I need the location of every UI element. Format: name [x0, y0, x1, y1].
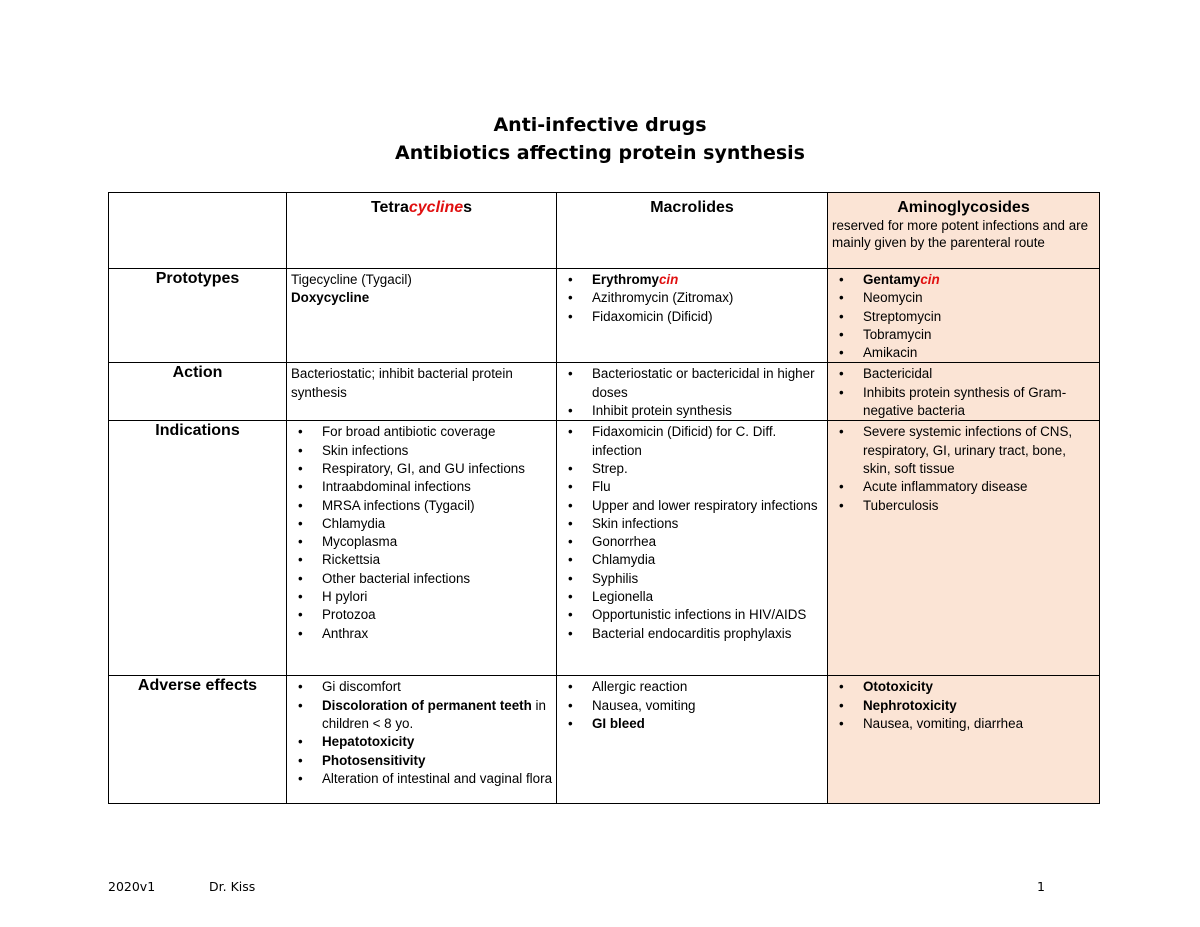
row-adverse-effects: [109, 676, 1100, 804]
list-item: • Other bacterial infections: [291, 570, 552, 588]
row-label: Action: [109, 363, 287, 421]
footer-author: Dr. Kiss: [209, 879, 256, 894]
amino-prototypes: [828, 269, 1100, 363]
macro-action: [557, 363, 828, 421]
amino-adverse: [828, 676, 1100, 804]
list-item: • Gonorrhea: [561, 533, 823, 551]
list-item: • Fidaxomicin (Dificid): [561, 308, 823, 326]
bullet-icon: •: [839, 272, 844, 287]
bullet-icon: •: [568, 552, 573, 568]
bullet-icon: •: [568, 715, 573, 731]
corner-cell: [109, 193, 287, 269]
list-item: • Streptomycin: [832, 308, 1095, 326]
list-item: • Anthrax: [291, 625, 552, 643]
bullet-icon: •: [298, 625, 303, 641]
list-item: • Alteration of intestinal and vaginal flora: [291, 770, 552, 788]
row-label: Adverse effects: [109, 676, 287, 804]
list-item: • Gentamycin: [832, 271, 1095, 289]
list-item: • Legionella: [561, 588, 823, 606]
bullet-icon: •: [298, 497, 303, 513]
row-label: Prototypes: [109, 269, 287, 363]
bullet-icon: •: [568, 697, 573, 713]
list-item: • Upper and lower respiratory infections: [561, 497, 823, 515]
bullet-icon: •: [298, 752, 303, 768]
list-item: • Flu: [561, 478, 823, 496]
list-item: • Strep.: [561, 460, 823, 478]
bullet-icon: •: [568, 497, 573, 513]
list-item: • Syphilis: [561, 570, 823, 588]
bullet-icon: •: [568, 534, 573, 550]
tetra-prototypes: Tigecycline (Tygacil) Doxycycline: [287, 269, 557, 363]
amino-action: [828, 363, 1100, 421]
bullet-icon: •: [839, 497, 844, 513]
list-item: • Neomycin: [832, 289, 1095, 307]
list-item: • Discoloration of permanent teeth in children < 8 yo.: [298, 697, 546, 731]
list-item: • Rickettsia: [291, 551, 552, 569]
list-item: • Bacterial endocarditis prophylaxis: [561, 625, 823, 643]
bullet-icon: •: [568, 424, 573, 440]
bullet-icon: •: [839, 384, 844, 400]
aminoglycosides-note: reserved for more potent infections and are mainly given by the parenteral route: [832, 218, 1089, 251]
bullet-icon: •: [298, 460, 303, 476]
tetra-action: Bacteriostatic; inhibit bacterial protein synthesis: [287, 363, 557, 421]
list-item: • Ototoxicity: [832, 678, 1095, 696]
row-action: [109, 363, 1100, 421]
bullet-icon: •: [839, 479, 844, 495]
bullet-icon: •: [839, 366, 844, 382]
list-item: • Skin infections: [561, 515, 823, 533]
page-subtitle: Antibiotics affecting protein synthesis: [395, 142, 805, 164]
list-item: • Nausea, vomiting: [561, 697, 823, 715]
macro-adverse: [557, 676, 828, 804]
bullet-icon: •: [839, 345, 844, 361]
bullet-icon: •: [568, 589, 573, 605]
list-item: • Nephrotoxicity: [832, 697, 1095, 715]
list-item: • Intraabdominal infections: [291, 478, 552, 496]
header-tetracyclines: Tetracyclines: [287, 193, 557, 269]
tetra-adverse: [287, 676, 557, 804]
list-item: • For broad antibiotic coverage: [291, 423, 552, 441]
bullet-icon: •: [568, 460, 573, 476]
bullet-icon: •: [568, 679, 573, 695]
list-item: • Protozoa: [291, 606, 552, 624]
list-item: • Bactericidal: [832, 365, 1095, 383]
list-item: • Mycoplasma: [291, 533, 552, 551]
bullet-icon: •: [568, 403, 573, 419]
bullet-icon: •: [298, 679, 303, 695]
list-item: • Amikacin: [832, 344, 1095, 362]
list-item: • Erythromycin: [561, 271, 823, 289]
bullet-icon: •: [298, 734, 303, 750]
list-item: • Tuberculosis: [832, 497, 1095, 515]
list-item: • Photosensitivity: [291, 752, 552, 770]
list-item: • Tobramycin: [832, 326, 1095, 344]
tetra-indications: [287, 421, 557, 676]
bullet-icon: •: [839, 290, 844, 306]
row-prototypes: [109, 269, 1100, 363]
bullet-icon: •: [839, 326, 844, 342]
bullet-icon: •: [568, 625, 573, 641]
list-item: • Respiratory, GI, and GU infections: [291, 460, 552, 478]
list-item: • Chlamydia: [291, 515, 552, 533]
bullet-icon: •: [568, 515, 573, 531]
amino-indications: [828, 421, 1100, 676]
list-item: • MRSA infections (Tygacil): [291, 497, 552, 515]
list-item: • GI bleed: [561, 715, 823, 733]
bullet-icon: •: [298, 424, 303, 440]
drug-table: [108, 192, 1100, 804]
list-item: • Chlamydia: [561, 551, 823, 569]
header-row: [109, 193, 1100, 269]
bullet-icon: •: [568, 570, 573, 586]
bullet-icon: •: [298, 479, 303, 495]
bullet-icon: •: [298, 442, 303, 458]
bullet-icon: •: [298, 534, 303, 550]
bullet-icon: •: [298, 697, 303, 713]
header-macrolides: Macrolides: [557, 193, 828, 269]
bullet-icon: •: [298, 770, 303, 786]
bullet-icon: •: [839, 715, 844, 731]
list-item: • Fidaxomicin (Dificid) for C. Diff. infection: [568, 424, 777, 458]
row-label: Indications: [109, 421, 287, 676]
bullet-icon: •: [568, 272, 573, 287]
bullet-icon: •: [298, 570, 303, 586]
bullet-icon: •: [568, 290, 573, 306]
list-item: • Acute inflammatory disease: [832, 478, 1095, 496]
page-title: Anti-infective drugs: [493, 114, 707, 136]
header-aminoglycosides: Aminoglycosides reserved for more potent infections and are mainly given by the parenteral route: [828, 193, 1100, 269]
list-item: • H pylori: [291, 588, 552, 606]
macro-prototypes: [557, 269, 828, 363]
footer-page-number: 1: [1037, 879, 1045, 894]
bullet-icon: •: [568, 479, 573, 495]
bullet-icon: •: [298, 589, 303, 605]
bullet-icon: •: [568, 308, 573, 324]
bullet-icon: •: [568, 366, 573, 382]
bullet-icon: •: [839, 697, 844, 713]
bullet-icon: •: [298, 515, 303, 531]
bullet-icon: •: [839, 679, 844, 695]
list-item: • Allergic reaction: [561, 678, 823, 696]
list-item: • Skin infections: [291, 442, 552, 460]
list-item: • Bacteriostatic or bactericidal in higher doses: [568, 366, 815, 400]
list-item: • Inhibit protein synthesis: [561, 402, 823, 420]
list-item: • Gi discomfort: [291, 678, 552, 696]
list-item: • Hepatotoxicity: [291, 733, 552, 751]
list-item: • Severe systemic infections of CNS, respiratory, GI, urinary tract, bone, skin, soft tissue: [839, 424, 1073, 476]
footer-version: 2020v1: [108, 879, 156, 894]
list-item: • Opportunistic infections in HIV/AIDS: [561, 606, 823, 624]
bullet-icon: •: [298, 552, 303, 568]
macro-indications: [557, 421, 828, 676]
bullet-icon: •: [568, 607, 573, 623]
bullet-icon: •: [839, 424, 844, 440]
bullet-icon: •: [298, 607, 303, 623]
row-indications: [109, 421, 1100, 676]
bullet-icon: •: [839, 308, 844, 324]
list-item: • Nausea, vomiting, diarrhea: [832, 715, 1095, 733]
list-item: • Azithromycin (Zitromax): [561, 289, 823, 307]
list-item: • Inhibits protein synthesis of Gram-negative bacteria: [839, 384, 1067, 419]
